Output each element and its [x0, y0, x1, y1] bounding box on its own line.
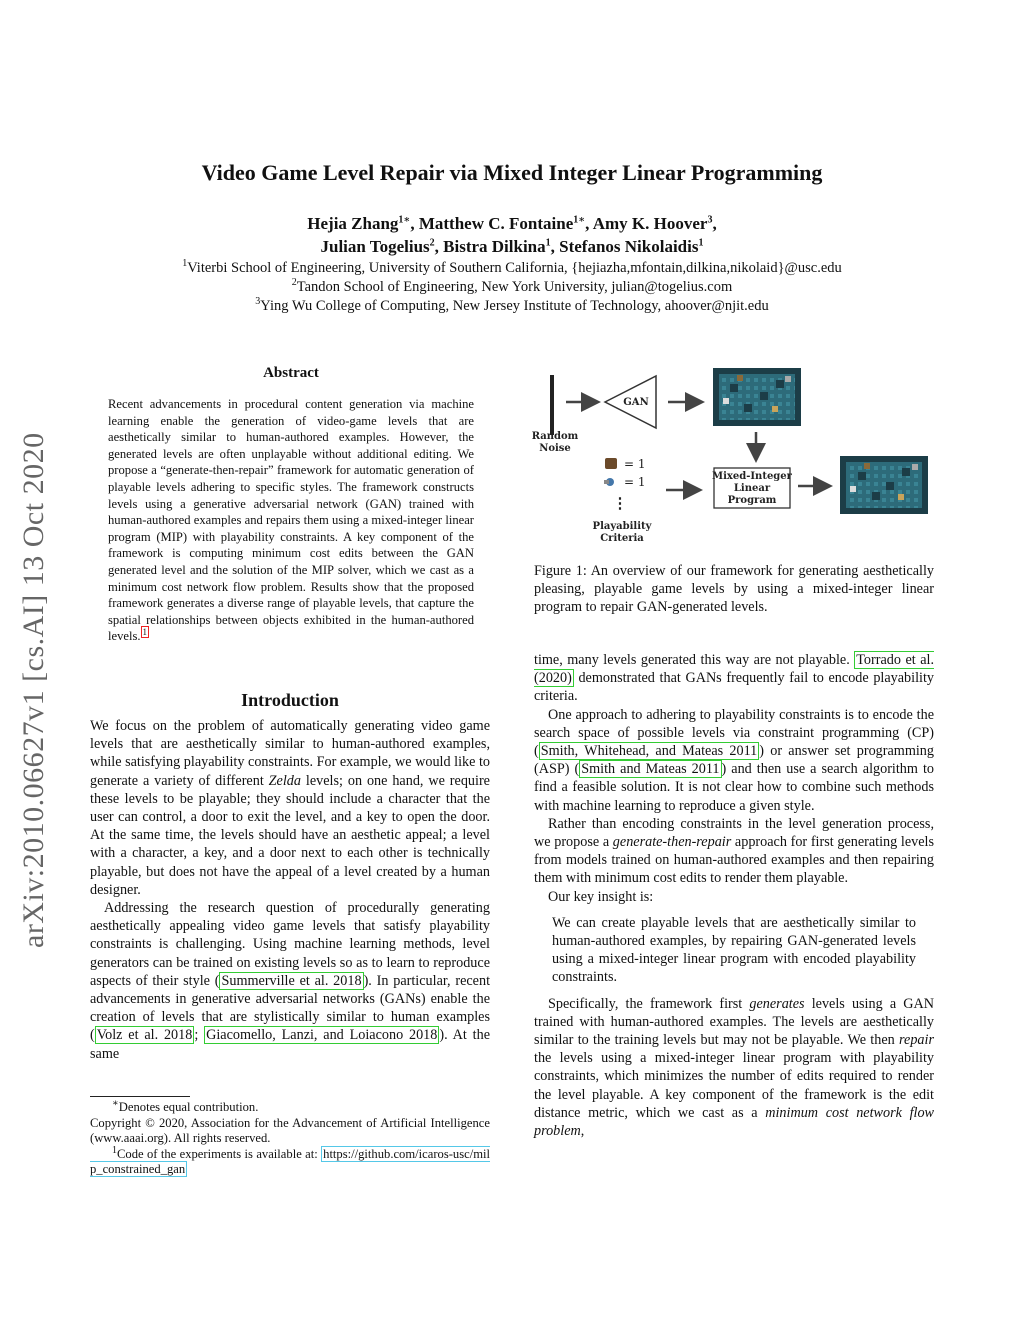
abstract-body [108, 396, 474, 645]
citation-link[interactable]: Giacomello, Lanzi, and Loiacono 2018 [206, 1027, 438, 1044]
authors-line-1 [0, 214, 1024, 234]
random-label: Random [531, 431, 579, 442]
text-run: ; [194, 1027, 205, 1044]
footnote-rule [90, 1096, 190, 1097]
key-insight-quote: We can create playable levels that are aesthetically similar to human-authored examples, by repairing GAN-generated levels using a mixed-integer linear program with encoded playability constraints. [552, 914, 916, 986]
arxiv-stamp: arXiv:2010.06627v1 [cs.AI] 13 Oct 2020 [17, 432, 50, 948]
author-name: , Bistra Dilkina [434, 237, 546, 256]
affiliation-text: Ying Wu College of Computing, New Jersey Institute of Technology, ahoover@njit.edu [260, 298, 769, 314]
affiliation-text: Viterbi School of Engineering, University of Southern California, {hejiazha,mfontain,dilkina,nikolaid}@usc.edu [187, 260, 842, 276]
text-run: time, many levels generated this way are not playable. [534, 652, 855, 668]
text-emph: generates [749, 995, 805, 1012]
author-name: Julian Togelius [320, 237, 430, 256]
more-dots: ⋮ [612, 494, 628, 512]
door-icon [605, 458, 617, 469]
footnote-code [90, 1144, 490, 1178]
footnote-mark: ∗ [112, 1097, 119, 1109]
affiliation-text: Tandon School of Engineering, New York University, julian@togelius.com [296, 279, 733, 295]
text-run: ). In particular, recent advancements in generative adversarial networks (GANs) enable the creation of levels that are stylistically similar to human examples ( [90, 972, 491, 1044]
citation-link[interactable]: Smith, Whitehead, and Mateas 2011 [540, 743, 758, 760]
text-run: ) or answer set programming (ASP) ( [534, 743, 934, 778]
paragraph-generate-then-repair [534, 815, 934, 888]
affiliation-2 [0, 279, 1024, 296]
gan-level-image [713, 368, 801, 426]
citation-link[interactable]: Summerville et al. 2018 [221, 972, 362, 989]
author-sup: 1∗ [398, 214, 411, 226]
figure-1-caption: Figure 1: An overview of our framework for generating aesthetically pleasing, playable game levels by using a mixed-integer linear program to repair GAN-generated levels. [534, 563, 934, 616]
text-run: demonstrated that GANs frequently fail to encode playability criteria. [534, 670, 934, 705]
intro-paragraph-2 [90, 899, 490, 1063]
affiliation-sup: 3 [255, 296, 261, 308]
mip-label-3: Program [727, 495, 777, 506]
authors-line-2 [0, 237, 1024, 257]
text-run: One approach to adhering to playability constraints is to encode the search space of possible levels via constraint programming (CP) ( [534, 706, 934, 760]
footnote-text: Code of the experiments is available at: [117, 1146, 322, 1161]
text-run: approach for first generating levels from models trained on human-authored examples and then repairing them with minimum cost edits to render them playable. [534, 834, 934, 887]
abstract-heading: Abstract [263, 365, 319, 381]
noise-label: Noise [539, 443, 571, 454]
text-emph: Zelda [268, 772, 301, 789]
right-column-body [534, 651, 934, 1140]
footnote-ref-link[interactable]: 1 [142, 627, 148, 638]
paper-title: Video Game Level Repair via Mixed Integer Linear Programming [201, 160, 823, 185]
noise-bar [550, 375, 554, 435]
intro-paragraph-1 [90, 717, 490, 899]
author-sup: 1 [545, 237, 551, 249]
mip-label-1: Mixed-Integer [712, 471, 792, 482]
playability-label: Playability [592, 521, 652, 532]
repaired-level-image [840, 456, 928, 514]
author-name: , Matthew C. Fontaine [410, 214, 574, 233]
introduction-heading: Introduction [241, 690, 339, 710]
introduction-body [90, 717, 490, 1063]
citation-link[interactable]: Torrado et al. (2020) [534, 652, 934, 687]
text-run: We focus on the problem of automatically generating video game levels that are aesthetically similar to human-authored examples, while satisfying playability constraints. For example, we would like to generate a variety of different [90, 718, 490, 789]
footnote-text: Denotes equal contribution. [118, 1100, 259, 1114]
author-sup: 1∗ [573, 214, 586, 226]
footnote-mark: 1 [112, 1144, 117, 1156]
figure-1-diagram [530, 362, 940, 552]
text-run: Specifically, the framework first [548, 995, 750, 1012]
author-sup: 2 [429, 237, 435, 249]
text-run: levels using a GAN trained with human-authored examples. The levels are aesthetically similar to the training levels but may not be playable. We then [534, 995, 935, 1049]
author-sup: 1 [698, 237, 704, 249]
author-sup: 3 [707, 214, 713, 226]
constraint-eq-1: = 1 [624, 457, 646, 471]
constraint-eq-2: = 1 [624, 475, 646, 489]
text-run: levels; on one hand, we require these levels to be playable; they should include a character that the user can control, a door to exit the level, and a key to open the door. At the same time, the levels should have an aesthetic appeal; a level with a character, a key, and a door next to each other is technically playable, but does not have the appeal of a level created by a human designer. [90, 772, 490, 898]
criteria-label: Criteria [600, 533, 644, 544]
citation-link[interactable]: Volz et al. 2018 [96, 1027, 193, 1044]
author-name: , Amy K. Hoover [585, 214, 708, 233]
paragraph-key-insight: Our key insight is: [548, 888, 654, 905]
text-run: ) and then use a search algorithm to find a feasible solution. It is not clear how to combine such methods with machine learning to reproduce a given style. [534, 761, 934, 814]
paragraph-cp-asp [534, 706, 934, 815]
text-emph: repair [899, 1032, 934, 1049]
text-run: , [580, 1123, 585, 1140]
affiliation-sup: 1 [182, 258, 188, 270]
text-emph: minimum cost network flow problem [534, 1104, 935, 1140]
author-name: Hejia Zhang [307, 214, 399, 233]
affiliation-3 [0, 298, 1024, 315]
author-sep: , [712, 214, 717, 233]
copyright-notice: Copyright © 2020, Association for the Advancement of Artificial Intelligence (www.aaai.org). All rights reserved. [90, 1115, 490, 1146]
paragraph-framework [534, 995, 934, 1141]
affiliation-sup: 2 [291, 277, 297, 289]
citation-link[interactable]: Smith and Mateas 2011 [581, 761, 720, 778]
abstract-text: Recent advancements in procedural content generation via machine learning enable the generation of video-game levels that are aesthetically similar to human-authored examples. However, the generated levels are often unplayable without additional editing. We propose a “generate-then-repair” framework for automatic generation of playable levels adhering to specific styles. The framework constructs levels using a generative adversarial network (GAN) trained with human-authored examples and repairs them using a mixed-integer linear program (MIP) with playability constraints. A key component of the framework is computing minimum cost edits between the GAN generated level and the solution of the MIP solver, which we cast as a minimum cost network flow problem. Results show that the proposed framework generates a diverse range of playable levels, that capture the spatial relationships between objects exhibited in the human-authored levels. [108, 397, 474, 644]
author-name: , Stefanos Nikolaidis [550, 237, 699, 256]
github-link[interactable]: https://github.com/icaros-usc/milp_constrained_gan [90, 1146, 490, 1177]
mip-label-2: Linear [733, 483, 771, 494]
text-run: Addressing the research question of procedurally generating aesthetically appealing video game levels that satisfy playability constraints is challenging. Using machine learning methods, level generators can be trained on existing levels so as to learn to reproduce aspects of their style ( [90, 900, 490, 989]
footnote-equal [90, 1097, 490, 1178]
text-emph: generate-then-repair [612, 834, 732, 851]
gan-label: GAN [623, 397, 649, 408]
paragraph-continued [534, 651, 934, 706]
text-run: ). At the same [90, 1027, 490, 1062]
text-run: the levels using a mixed-integer linear program with playability constraints, which minimizes the number of edits required to render the level playable. A key component of the framework is the edit distance metric, which we cast as a [534, 1050, 934, 1121]
text-run: Rather than encoding constraints in the level generation process, we propose a [534, 815, 934, 851]
affiliation-1 [0, 260, 1024, 277]
